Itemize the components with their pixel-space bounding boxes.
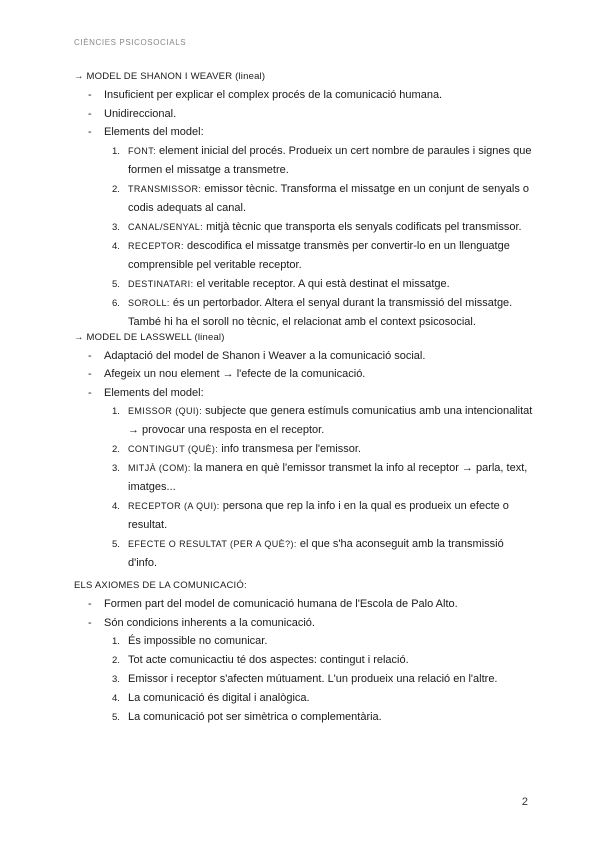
list-item: - Elements del model: bbox=[88, 386, 204, 399]
term: FONT: bbox=[128, 145, 156, 156]
list-item: 2. CONTINGUT (QUÈ): info transmesa per l'emissor. bbox=[112, 443, 361, 455]
list-item: 5. DESTINATARI: el veritable receptor. A qui està destinat el missatge. bbox=[112, 277, 450, 290]
list-item: 5. EFECTE O RESULTAT (PER A QUÈ?): el que s'ha aconseguit amb la transmissió d'info. bbox=[112, 538, 504, 569]
list-item: - Són condicions inherents a la comunicació. bbox=[88, 616, 315, 629]
term: DESTINATARI: bbox=[128, 278, 194, 289]
list-item: 4. RECEPTOR (A QUI): persona que rep la info i en la qual es produeix un efecte o resultat. bbox=[112, 500, 509, 531]
term: MITJÀ (COM): bbox=[128, 463, 191, 473]
bullet-list bbox=[74, 347, 534, 403]
page-number: 2 bbox=[521, 796, 528, 808]
section-title: ELS AXIOMES DE LA COMUNICACIÓ: bbox=[74, 580, 247, 591]
bullet-text: Adaptació del model de Shanon i Weaver a la comunicació social. bbox=[104, 349, 426, 362]
running-header: CIÈNCIES PSICOSOCIALS bbox=[74, 38, 187, 47]
list-item: 3. Emissor i receptor s'afecten mútuament. L'un produeix una relació en l'altre. bbox=[112, 673, 498, 685]
list-item: - Formen part del model de comunicació humana de l'Escola de Palo Alto. bbox=[88, 598, 458, 610]
section-shanon-weaver bbox=[74, 71, 534, 332]
page-content bbox=[74, 71, 534, 727]
list-item: 1. EMISSOR (QUI): subjecte que genera estímuls comunicatius amb una intencionalitat → provocar una resposta en el receptor. bbox=[112, 405, 533, 436]
list-item: 4. La comunicació és digital i analògica. bbox=[112, 692, 310, 704]
list-item: 3. MITJÀ (COM): la manera en què l'emissor transmet la info al receptor → parla, text, imatges... bbox=[112, 462, 528, 493]
list-item: 3. CANAL/SENYAL: mitjà tècnic que transporta els senyals codificats pel transmissor. bbox=[112, 220, 522, 233]
term: SOROLL: bbox=[128, 297, 170, 308]
term: EMISSOR (QUI): bbox=[128, 406, 203, 416]
numbered-list bbox=[74, 402, 534, 573]
term: TRANSMISSOR: bbox=[128, 183, 202, 194]
bullet-text: Insuficient per explicar el complex procés de la comunicació humana. bbox=[104, 89, 443, 101]
section-title: → MODEL DE LASSWELL (lineal) bbox=[74, 331, 225, 343]
list-item: - Elements del model: bbox=[88, 126, 204, 138]
list-item: 2. TRANSMISSOR: emissor tècnic. Transforma el missatge en un conjunt de senyals o codis adequats al canal. bbox=[112, 182, 530, 214]
section-lasswell bbox=[74, 332, 534, 574]
list-item: 1. És impossible no comunicar. bbox=[112, 635, 268, 647]
term: CONTINGUT (QUÈ): bbox=[128, 444, 219, 454]
numbered-list bbox=[74, 632, 534, 727]
bullet-list bbox=[74, 86, 534, 142]
list-item: 6. SOROLL: és un pertorbador. Altera el senyal durant la transmissió del missatge. També hi ha el soroll no tècnic, el relacionat amb el context psicosocial. bbox=[112, 296, 513, 328]
bullet-text: Afegeix un nou element → l'efecte de la comunicació. bbox=[104, 368, 366, 380]
list-item: 5. La comunicació pot ser simètrica o complementària. bbox=[112, 711, 382, 723]
list-item: - Insuficient per explicar el complex procés de la comunicació humana. bbox=[88, 89, 443, 101]
term: RECEPTOR: bbox=[128, 240, 184, 251]
list-item: - Afegeix un nou element → l'efecte de la comunicació. bbox=[88, 368, 366, 380]
bullet-text: Són condicions inherents a la comunicació. bbox=[104, 616, 315, 629]
list-item: 1. FONT: element inicial del procés. Produeix un cert nombre de paraules i signes que formen el missatge a transmetre. bbox=[112, 144, 532, 176]
list-item: 2. Tot acte comunicactiu té dos aspectes: contingut i relació. bbox=[112, 654, 409, 666]
term: RECEPTOR (A QUI): bbox=[128, 501, 220, 511]
bullet-list bbox=[74, 595, 534, 632]
list-item: 4. RECEPTOR: descodifica el missatge transmès per convertir-lo en un llenguatge comprensible pel veritable receptor. bbox=[112, 239, 510, 271]
bullet-text: Unidireccional. bbox=[104, 107, 177, 120]
bullet-text: Formen part del model de comunicació humana de l'Escola de Palo Alto. bbox=[104, 598, 458, 610]
section-title: → MODEL DE SHANON I WEAVER (lineal) bbox=[74, 71, 266, 82]
term: CANAL/SENYAL: bbox=[128, 221, 204, 232]
section-axiomes bbox=[74, 580, 534, 727]
list-item: - Adaptació del model de Shanon i Weaver a la comunicació social. bbox=[88, 349, 426, 362]
list-item: - Unidireccional. bbox=[88, 107, 177, 120]
term: EFECTE O RESULTAT (PER A QUÈ?): bbox=[128, 539, 297, 549]
numbered-list bbox=[74, 142, 534, 332]
bullet-text: Elements del model: bbox=[104, 126, 204, 138]
bullet-text: Elements del model: bbox=[104, 386, 204, 399]
